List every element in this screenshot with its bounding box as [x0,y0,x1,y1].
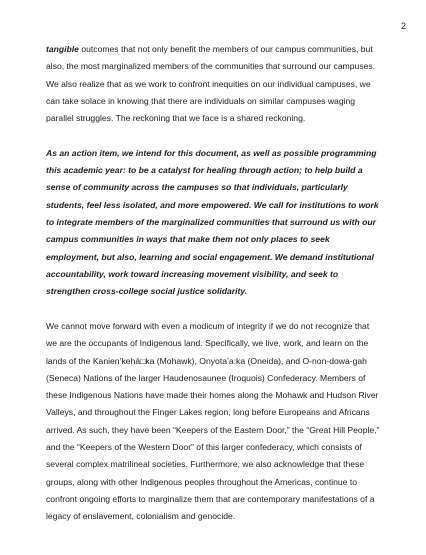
text-line: arrived. As such, they have been “Keepers of the Eastern Door,” the “Great Hill People,” [46,424,380,435]
text-line: confront ongoing efforts to marginalize them that are contemporary manifestations of a [46,493,375,504]
text-line: As an action item, we intend for this document, as well as possible programming [46,147,377,158]
text-line: (Seneca) Nations of the larger Haudenosaunee (Iroquois) Confederacy. Members of [46,372,366,383]
emphasis-tangible: tangible [46,44,79,54]
text-line [46,41,396,58]
text-line: groups, along with other Indigenous peoples throughout the Americas, continue to [46,476,358,487]
text-line: campus communities in ways that make them not only places to seek [46,234,330,245]
document-body [46,41,396,526]
text-line: employment, but also, learning and social engagement. We demand institutional [46,251,374,262]
text-line: sense of community across the campuses so that individuals, particularly [46,182,348,193]
text-line: to integrate members of the marginalized communities that surround us with our [46,216,376,227]
text-line: this academic year: to be a catalyst for healing through action; to help build a [46,165,363,176]
text-line: we are the occupants of Indigenous land. Specifically, we live, work, and learn on the [46,338,369,349]
text-line: these Indigenous Nations have made their homes along the Mohawk and Hudson River [46,390,379,401]
text-line: accountability, work toward increasing movement visibility, and seek to [46,268,339,279]
page-number: 2 [400,21,406,31]
text-line: also, the most marginalized members of the communities that surround our campuses. [46,61,376,72]
text-line: several complex matrilineal societies. Furthermore, we also acknowledge that these [46,459,365,470]
paragraph-outcomes [46,41,396,127]
text-line-rest: outcomes that not only benefit the members of our campus communities, but [78,44,373,54]
text-line: We also realize that as we work to confront inequities on our individual campuses, we [46,78,371,89]
paragraph-land-acknowledgement [46,318,396,526]
text-line: parallel struggles. The reckoning that we face is a shared reckoning. [46,113,306,124]
text-line: lands of the Kanien’kehá□ka (Mohawk), Onyota’a:ka (Oneida), and O-non-dowa-gah [46,355,367,366]
text-line: legacy of enslavement, colonialism and genocide. [46,511,236,522]
text-line: can take solace in knowing that there are individuals on similar campuses waging [46,95,356,106]
text-line: students, feel less isolated, and more empowered. We call for institutions to work [46,199,379,210]
paragraph-action-item [46,145,396,301]
text-line: strengthen cross-college social justice solidarity. [46,286,248,297]
text-line: Valleys, and throughout the Finger Lakes region, long before Europeans and Africans [46,407,370,418]
text-line: and the “Keepers of the Western Door” of this larger confederacy, which consists of [46,442,362,453]
text-line: We cannot move forward with even a modicum of integrity if we do not recognize that [46,320,370,331]
